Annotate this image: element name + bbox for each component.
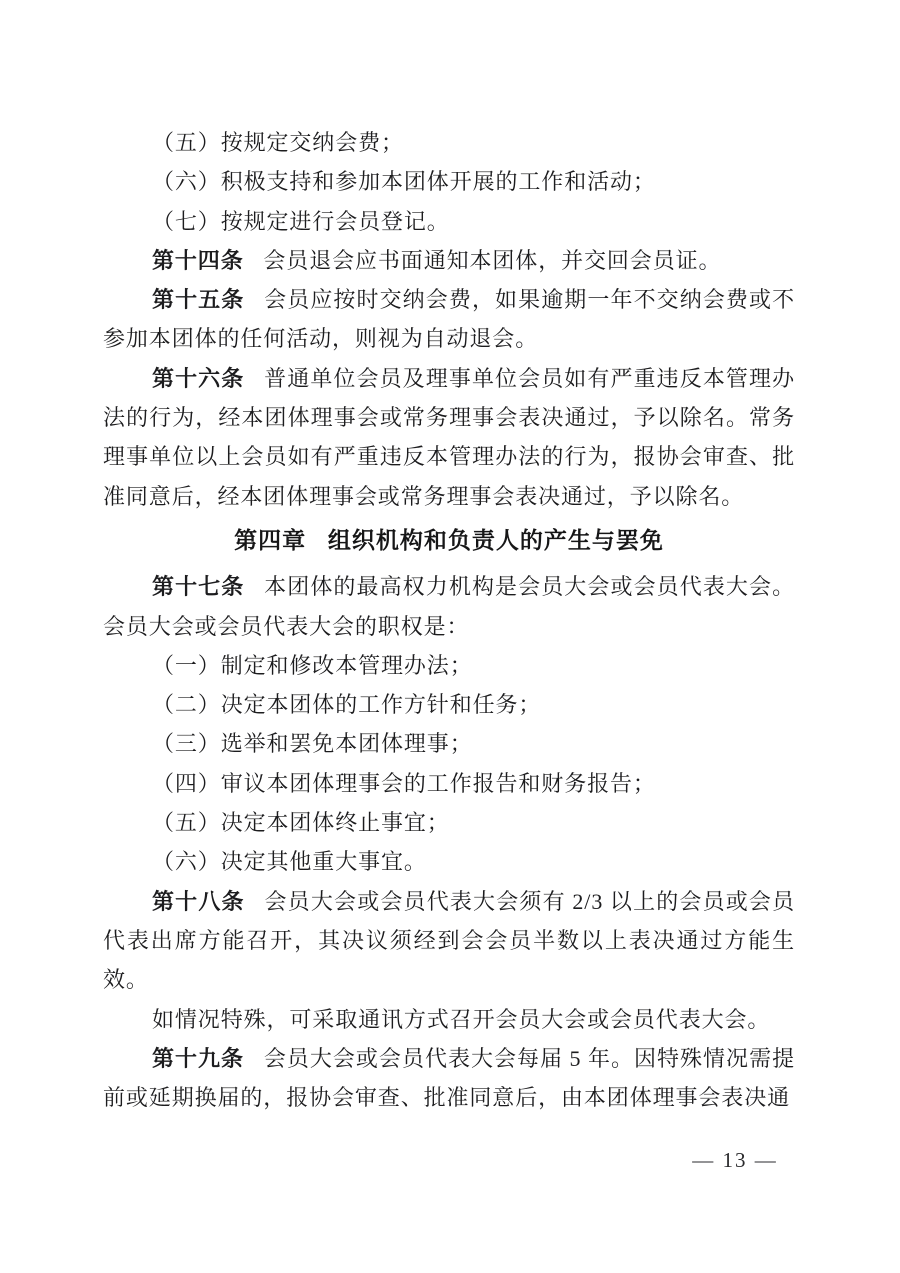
paragraph-text: （五）决定本团体终止事宜； — [152, 810, 450, 836]
chapter-title: 组织机构和负责人的产生与罢免 — [327, 526, 664, 553]
page-number: — 13 — — [692, 1148, 778, 1172]
paragraph-text: 会员大会或会员代表大会每届 5 年。因特殊情况需提前或延期换届的，报协会审查、批准同意后，由本团体理事会表决通 — [103, 1045, 795, 1111]
paragraph-text: 会员应按时交纳会费，如果逾期一年不交纳会费或不参加本团体的任何活动，则视为自动退会。 — [103, 287, 795, 352]
document-body — [103, 123, 795, 1117]
article-number: 第十八条 — [152, 888, 245, 914]
paragraph — [103, 842, 795, 881]
paragraph-text: （七）按规定进行会员登记。 — [152, 208, 450, 234]
paragraph-text: （三）选举和罢免本团体理事； — [152, 731, 473, 757]
paragraph-text: （二）决定本团体的工作方针和任务； — [152, 692, 542, 718]
paragraph — [103, 359, 795, 516]
article-number: 第十七条 — [152, 574, 245, 600]
paragraph — [103, 162, 795, 201]
paragraph — [103, 1000, 795, 1039]
paragraph — [103, 685, 795, 724]
paragraph-text: 普通单位会员及理事单位会员如有严重违反本管理办法的行为，经本团体理事会或常务理事会表决通过，予以除名。常务理事单位以上会员如有严重违反本管理办法的行为，报协会审查、批准同意后，经本团体理事会或常务理事会表决通过，予以除名。 — [103, 365, 795, 509]
paragraph-text: （四）审议本团体理事会的工作报告和财务报告； — [152, 770, 656, 796]
paragraph-text: （六）积极支持和参加本团体开展的工作和活动； — [152, 169, 656, 195]
paragraph-text: 会员大会或会员代表大会须有 2/3 以上的会员或会员代表出席方能召开，其决议须经到会会员半数以上表决通过方能生效。 — [103, 888, 796, 993]
paragraph — [103, 202, 795, 241]
paragraph-text: （六）决定其他重大事宜。 — [152, 849, 427, 875]
paragraph — [103, 882, 795, 1000]
article-number: 第十六条 — [152, 365, 245, 391]
chapter-number: 第四章 — [234, 526, 307, 553]
paragraph-text: 本团体的最高权力机构是会员大会或会员代表大会。会员大会或会员代表大会的职权是： — [103, 574, 795, 639]
paragraph — [103, 280, 795, 359]
paragraph — [103, 646, 795, 685]
paragraph — [103, 567, 795, 646]
article-number: 第十九条 — [152, 1045, 245, 1071]
paragraph-text: 如情况特殊，可采取通讯方式召开会员大会或会员代表大会。 — [152, 1006, 771, 1032]
paragraph — [103, 724, 795, 763]
article-number: 第十五条 — [152, 287, 245, 313]
paragraph-text: （五）按规定交纳会费； — [152, 130, 404, 155]
paragraph — [103, 764, 795, 803]
paragraph — [103, 803, 795, 842]
article-number: 第十四条 — [152, 247, 244, 273]
paragraph — [103, 123, 795, 162]
chapter-heading — [103, 521, 795, 560]
paragraph — [103, 1039, 795, 1118]
paragraph-text: （一）制定和修改本管理办法； — [152, 652, 473, 678]
paragraph-text: 会员退会应书面通知本团体，并交回会员证。 — [263, 247, 722, 273]
paragraph — [103, 241, 795, 280]
